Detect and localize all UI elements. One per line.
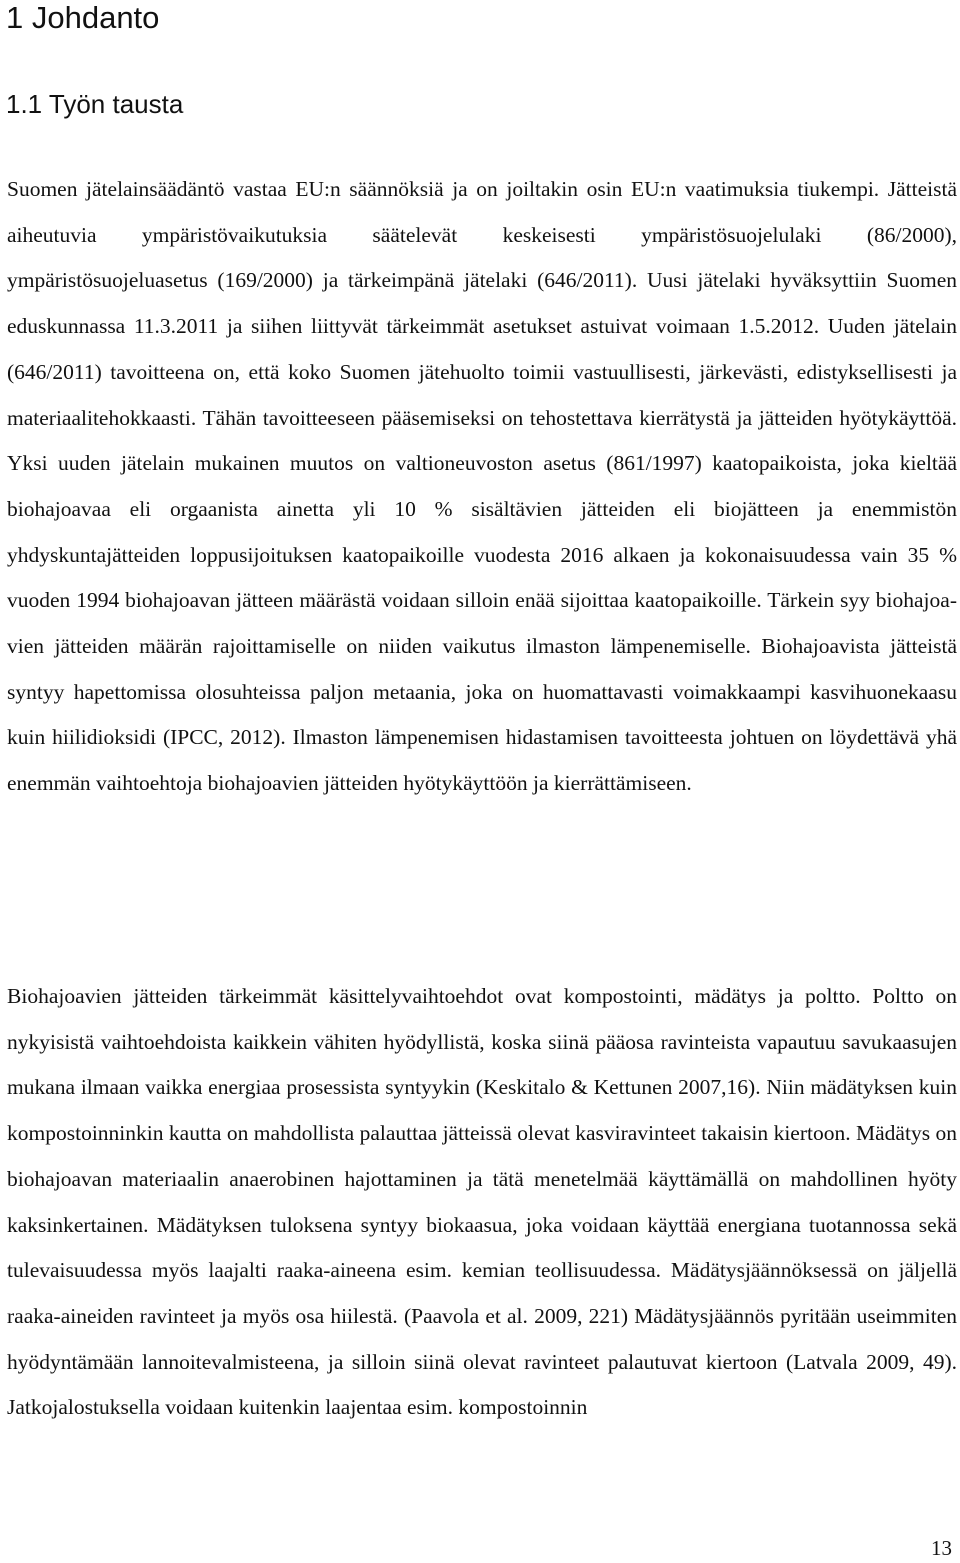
body-paragraph-2: Biohajoavien jätteiden tärkeimmät käsittelyvaihtoehdot ovat kompostointi, mädätys ja poltto. Poltto on nykyisistä vaihtoehdoista kaikkein vähiten hyödyllistä, koska siinä pääosa ravinteista vapautuu savukaasujen mukana ilmaan vaikka energiaa prosessista syntyykin (Keskitalo & Kettunen 2007,16). Niin mädätyksen kuin kompostoinninkin kautta on mahdollista palauttaa jätteissä olevat kasviravinteet takaisin kiertoon. Mädätys on biohajoavan materiaalin anaerobinen hajottaminen ja tätä menetelmää käyttämällä on mahdollinen hyöty kaksinkertainen. Mädätyksen tuloksena syntyy biokaasua, joka voidaan käyttää energiana tuotannossa sekä tulevaisuudessa myös laajalti raaka-aineena esim. kemian teollisuudessa. Mädätysjäännöksessä on jäljellä raaka-aineiden ravinteet ja myös osa hiilestä. (Paavola et al. 2009, 221) Mädätysjäännös pyritään useimmiten hyödyntämään lannoitevalmisteena, ja silloin siinä olevat ravinteet palautuvat kiertoon (Latvala 2009, 49). Jatkojalostuksella voidaan kuitenkin laajentaa esim. kompostoinnin xyxy=(7,984,957,1420)
section-heading: 1.1 Työn tausta xyxy=(6,89,184,119)
chapter-heading: 1 Johdanto xyxy=(6,0,160,35)
body-paragraph-1: Suomen jätelainsäädäntö vastaa EU:n säännöksiä ja on joiltakin osin EU:n vaatimuksia tiukempi. Jätteistä aiheutuvia ympäristövaikutuksia säätelevät keskeisesti ympäristösuojelulaki (86/2000), ympäristösuojeluasetus (169/2000) ja tärkeimpänä jätelaki (646/2011). Uusi jätelaki hyväksyttiin Suomen eduskunnassa 11.3.2011 ja siihen liittyvät tärkeimmät asetukset astuivat voimaan 1.5.2012. Uuden jätelain (646/2011) tavoitteena on, että koko Suomen jätehuolto toimii vastuullisesti, järkevästi, edistyksellisesti ja materiaalitehokkaasti. Tähän tavoitteeseen pääsemiseksi on tehostettava kierrätystä ja jätteiden hyötykäyttöä. Yksi uuden jätelain mukainen muutos on valtioneuvoston asetus (861/1997) kaatopaikoista, joka kieltää biohajoavaa eli orgaanista ainetta yli 10 % sisältävien jätteiden eli biojätteen ja enemmistön yhdyskuntajätteiden loppusijoituksen kaatopaikoille vuodesta 2016 alkaen ja kokonaisuudessa vain 35 % vuoden 1994 biohajoavan jätteen määrästä voidaan silloin enää sijoittaa kaatopaikoille. Tärkein syy biohajoavien jätteiden määrän rajoittamiselle on niiden vaikutus ilmaston lämpenemiselle. Biohajoavista jätteistä syntyy hapettomissa olosuhteissa paljon metaania, joka on huomattavasti voimakkaampi kasvihuonekaasu kuin hiilidioksidi (IPCC, 2012). Ilmaston lämpenemisen hidastamisen tavoitteesta johtuen on löydettävä yhä enemmän vaihtoehtoja biohajoavien jätteiden hyötykäyttöön ja kierrättämiseen. xyxy=(7,177,957,796)
page-number: 13 xyxy=(931,1536,952,1560)
